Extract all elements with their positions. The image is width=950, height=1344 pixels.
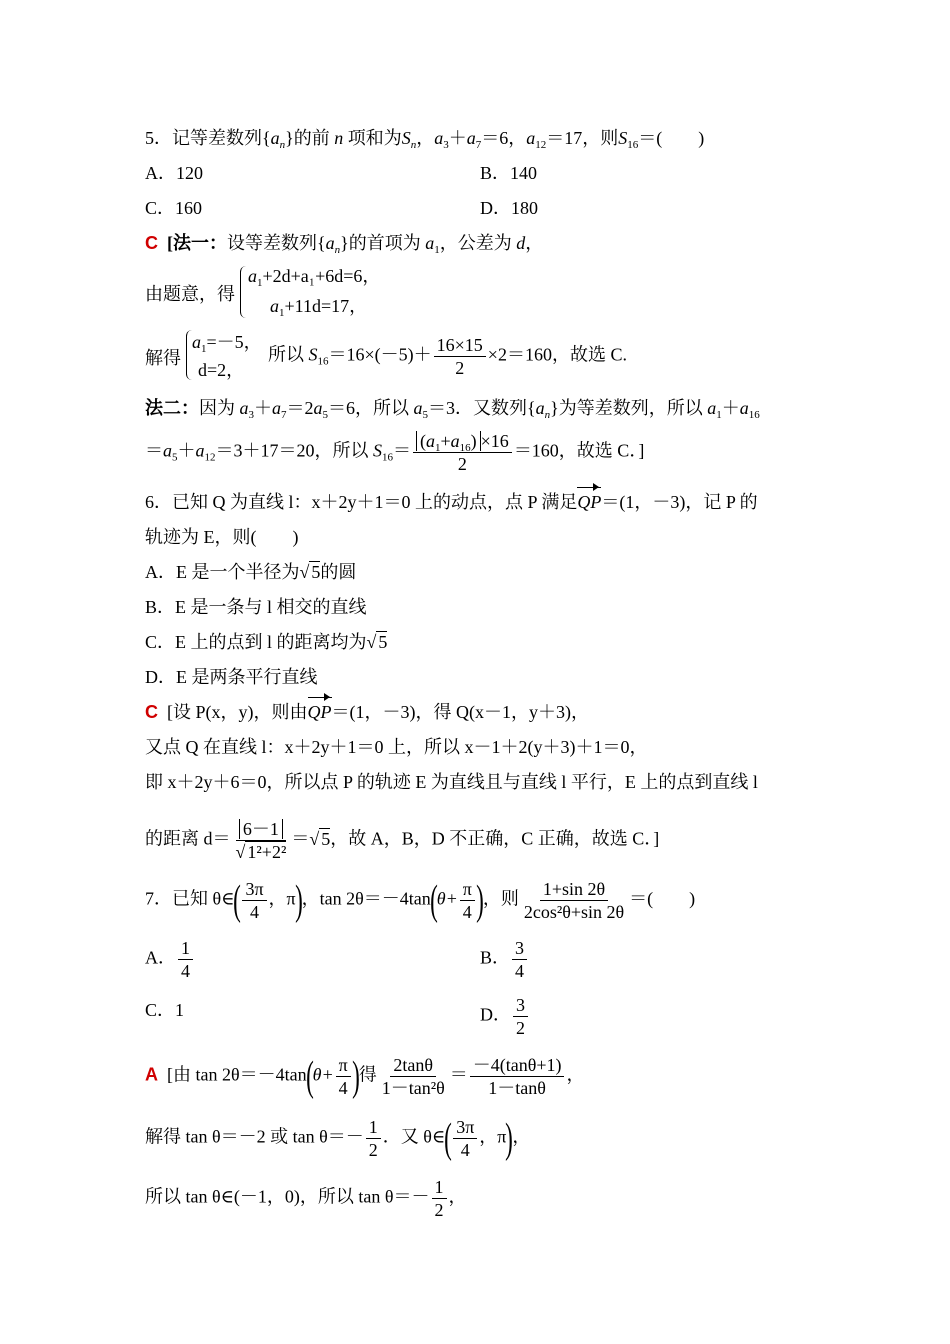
q6-sol-vector-qp: QP xyxy=(307,702,332,722)
q6-sol4-end: ，故 A，B，D 不正确，C 正确，故选 C．] xyxy=(330,828,660,849)
q5-method1-label: [法一： xyxy=(167,233,227,253)
q7-sol1-frac1 xyxy=(379,1054,448,1099)
q7-option-c[interactable]: C．1 xyxy=(145,1000,185,1020)
q7-optb-label: B． xyxy=(480,947,511,968)
q7-sol2-num: 1 xyxy=(366,1116,381,1139)
q6-opta-end: 的圆 xyxy=(320,562,357,582)
q6-solution-line1 xyxy=(145,700,589,724)
q6-dist-den: √ 1²+2² xyxy=(235,842,287,862)
q7-stem-then: ，则 xyxy=(482,888,519,909)
q5-frac-num: 16×15 xyxy=(434,334,486,357)
q7-stem-frac-den: 4 xyxy=(250,902,259,922)
q7-sol2-pi: ，π xyxy=(479,1126,507,1147)
q7-sol2-frac xyxy=(366,1116,381,1161)
q6-stem-line1 xyxy=(145,490,758,514)
q7-sol3-num: 1 xyxy=(432,1176,447,1199)
q5-m2-frac-den: 2 xyxy=(457,454,467,474)
q7-sol2-range-num: 3π xyxy=(453,1116,477,1139)
q7-sol1-pre: [由 tan 2θ＝－4tan xyxy=(167,1064,307,1085)
q5-m2-eq: ＝ xyxy=(145,440,163,461)
q5-method1-text4: ， xyxy=(525,233,544,253)
q5-method2-text: 因为 xyxy=(199,398,235,418)
q5-method1-text2: }的首项为 xyxy=(340,233,421,253)
q6-answer: C xyxy=(145,702,158,722)
q7-stem-frac-num: 3π xyxy=(242,878,266,901)
q7-solution-line1: A [由 tan 2θ＝－4tan(θ+ $\frac{\pi}{4}$ )得 $\frac{2\tan\theta}{\text{1－tan²θ}}$ ＝ $\frac{-4(\tan\theta+1)}{1-\tan\theta}$ ， xyxy=(145,1053,585,1100)
q6-optc-root: √ 5 xyxy=(366,632,388,652)
q6-sol4-pre: 的距离 d＝ xyxy=(145,828,231,849)
q7-optb-frac xyxy=(512,937,527,982)
q6-dist-result-radicand: 5 xyxy=(321,828,331,849)
q7-stem-frac xyxy=(242,878,266,923)
q7-option-b[interactable] xyxy=(480,937,529,982)
q6-stem-line2: 轨迹为 E，则( ) xyxy=(145,527,299,547)
q7-optd-den: 2 xyxy=(516,1018,525,1038)
q5-answer: C xyxy=(145,233,158,253)
q7-stem-den: 2cos²θ+sin 2θ xyxy=(523,902,625,922)
q6-opta-text: A．E 是一个半径为 xyxy=(145,562,300,582)
q7-sol1-pi-den: 4 xyxy=(338,1078,348,1098)
q7-sol1-got: 得 xyxy=(358,1064,377,1085)
q7-optb-den: 4 xyxy=(515,961,525,981)
q7-sol3-frac xyxy=(432,1176,447,1221)
q5-stem-text: 5．记等差数列{ xyxy=(145,128,271,148)
q7-stem-num: 1+sin 2θ xyxy=(540,878,608,901)
q7-sol1-gnum: －4(tanθ+1) xyxy=(470,1054,565,1077)
q7-sol3-end: ， xyxy=(448,1186,467,1207)
q7-sol3-den: 2 xyxy=(434,1200,444,1220)
q5-m2-fraction xyxy=(413,430,512,475)
q5-method1-text3: ，公差为 xyxy=(439,233,512,253)
q5-solved-eq1: $a_1=-5$， xyxy=(192,332,262,355)
q6-sol1-text: [设 P(x，y)，则由 xyxy=(167,702,308,722)
q5-stem: 5．记等差数列$\{a_n\}$的前 n 项和为$S_n$，$a_3+a_7=6$，$a_{12}=17$，则$S_{16}=$( ) xyxy=(145,128,705,151)
q6-solution-line2: 又点 Q 在直线 l：x＋2y＋1＝0 上，所以 x－1＋2(y＋3)＋1＝0， xyxy=(145,737,648,757)
q7-sol1-fnum: 2tanθ xyxy=(390,1054,436,1077)
q6-option-d[interactable]: D．E 是两条平行直线 xyxy=(145,667,318,687)
q5-solution-method1: C [法一：设等差数列$\{a_n\}$的首项为 $a_1$，公差为 d， xyxy=(145,233,544,256)
q6-option-c[interactable] xyxy=(145,630,387,654)
q6-solution-line4: 的距离 d＝ $\frac{6-1}{\text{√ 1²+2²}}$ ＝√ 5，故 A，B，D 不正确，C 正确，故选 C．] xyxy=(145,819,660,862)
q7-optd-frac xyxy=(513,994,528,1039)
q5-method2-t3: ＝6，所以 xyxy=(328,398,409,418)
q5-solved-label: 解得 xyxy=(145,348,181,368)
q5-m2-end: ＝160，故选 C．] xyxy=(513,440,645,461)
q7-stem: 7．已知 θ∈( $\frac{3\pi}{4}$ ，π)，tan 2θ＝－4tan(θ+ $\frac{\pi}{4}$ )，则 $\frac{1+\sin 2\theta}{\text{2cos²θ+sin 2θ}}$ ＝( ) xyxy=(145,877,696,924)
q6-distance-fraction xyxy=(233,818,290,863)
q6-option-b[interactable]: B．E 是一条与 l 相交的直线 xyxy=(145,597,367,617)
q7-sol2-pre: 解得 tan θ＝－2 或 tan θ＝－ xyxy=(145,1126,364,1147)
q5-given-label: 由题意，得 xyxy=(145,284,235,304)
q5-method2-label: 法二： xyxy=(145,398,199,418)
q6-optc-text: C．E 上的点到 l 的距离均为 xyxy=(145,632,367,652)
q7-sol2-range-frac xyxy=(453,1116,477,1161)
q5-stem-text4: ， xyxy=(416,128,435,148)
q6-dist-num-abs: 6－1 xyxy=(239,819,283,839)
q7-answer: A xyxy=(145,1064,158,1085)
q6-sol1-end: ＝(1，－3)，得 Q(x－1，y＋3)， xyxy=(331,702,589,722)
q7-sol1-gden: 1－tanθ xyxy=(488,1078,546,1098)
q6-opta-radicand: 5 xyxy=(311,562,321,582)
q5-stem-text6: ＝17，则 xyxy=(546,128,619,148)
q7-sol2-end: ， xyxy=(512,1126,531,1147)
q5-option-c[interactable]: C．160 xyxy=(145,198,203,218)
q7-opta-frac xyxy=(178,937,193,982)
q7-sol2-mid: ．又 θ∈ xyxy=(382,1126,446,1147)
q6-optc-radicand: 5 xyxy=(378,632,388,652)
q5-method1-text: 设等差数列{ xyxy=(227,233,326,253)
q7-sol1-inner: θ+ xyxy=(312,1064,334,1085)
q7-stem-inner: θ+ xyxy=(436,888,458,909)
q5-system-eq1: $a_1+2d+a_1+6d=6$， xyxy=(248,266,381,289)
q5-stem-text2: }的前 xyxy=(285,128,330,148)
q6-stem-text: 6．已知 Q 为直线 l：x＋2y＋1＝0 上的动点，点 P 满足 xyxy=(145,492,578,512)
q5-result: 所以 $S_{16}=16\times(-5)+$ $\frac{16\times 15}{2}$ ×2＝160，故选 C. xyxy=(268,335,627,378)
q6-solution-line3: 即 x＋2y＋6＝0，所以点 P 的轨迹 E 为直线且与直线 l 平行，E 上的点到直线 l xyxy=(145,772,758,792)
q7-sol1-fden: 1－tan²θ xyxy=(381,1078,445,1098)
q7-sol1-pi-num: π xyxy=(336,1054,351,1077)
q7-sol1-end: ， xyxy=(566,1064,585,1085)
q5-eq1-text: +2d+a₁+6d=6， xyxy=(262,266,381,286)
q5-solution-method2: 法二：因为 $a_3+a_7=2a_5=6$，所以 $a_5=3$．又数列$\{a_n\}$为等差数列，所以 $a_1+a_{16}$ xyxy=(145,398,760,421)
q6-opta-root: √ 5 xyxy=(299,562,321,582)
q7-stem-pi: ，π xyxy=(268,888,296,909)
q7-stem-pi-frac xyxy=(460,878,475,923)
q7-stem-main-frac xyxy=(521,878,627,923)
q5-method2-t2: ＝2 xyxy=(286,398,314,418)
q5-m2-text: ＝3＋17＝20，所以 xyxy=(215,440,369,461)
q5-result-pre: 所以 xyxy=(268,344,304,365)
q5-option-d[interactable]: D．180 xyxy=(480,198,538,218)
q6-vector-qp: QP xyxy=(577,492,602,512)
q7-option-d[interactable] xyxy=(480,994,530,1039)
q7-opta-den: 4 xyxy=(181,961,190,981)
q5-method2-line2: $=a_5+a_{12}=3+17=20$，所以 $S_{16}=$ $\frac{(a_1+a_{16}) \times 16}{2}$ ＝160，故选 C．] xyxy=(145,431,645,474)
q6-stem-end: ＝(1，－3)，记 P 的 xyxy=(601,492,758,512)
q5-method2-t4: ＝3．又数列{ xyxy=(428,398,536,418)
q5-result-mid: ＝16×(－5)＋ xyxy=(328,344,432,365)
q5-frac-den: 2 xyxy=(455,358,465,378)
q5-result-end: ×2＝160，故选 C. xyxy=(487,344,627,365)
q5-solved-eq2: d=2， xyxy=(198,360,245,380)
q7-stem-pi-den: 4 xyxy=(462,902,472,922)
q7-optd-num: 3 xyxy=(513,994,528,1017)
q7-sol1-frac2 xyxy=(470,1054,565,1099)
q5-stem-text5: ＝6， xyxy=(481,128,527,148)
q7-optd-label: D． xyxy=(480,1004,511,1025)
q7-stem-pre: 7．已知 θ∈ xyxy=(145,888,235,909)
q7-sol1-pi-frac xyxy=(336,1054,351,1099)
q7-stem-mid: ，tan 2θ＝－4tan xyxy=(301,888,431,909)
q7-solution-line3 xyxy=(145,1176,467,1221)
q7-sol1-eq: ＝ xyxy=(449,1064,468,1085)
q7-solution-line2: 解得 tan θ＝－2 或 tan θ＝－ $\frac{1}{2}$ ．又 θ∈( $\frac{3\pi}{4}$ ，π)， xyxy=(145,1115,531,1162)
q5-m2-frac-num: $(a_1+a_{16}) \times 16$ xyxy=(413,430,512,453)
q7-sol3-pre: 所以 tan θ∈(－1，0)，所以 tan θ＝－ xyxy=(145,1186,430,1207)
q5-s1-text: =－5， xyxy=(206,332,262,352)
q6-dist-den-radicand: 1²+2² xyxy=(247,842,287,862)
q5-method2-t5: }为等差数列，所以 xyxy=(550,398,703,418)
q7-stem-pi-num: π xyxy=(460,878,475,901)
q6-option-a[interactable] xyxy=(145,560,356,584)
q5-eq2-text: +11d=17， xyxy=(284,296,368,316)
q6-dist-result: √ 5 xyxy=(309,828,331,849)
q7-optb-num: 3 xyxy=(512,937,527,960)
q5-option-a[interactable]: A．120 xyxy=(145,163,203,183)
q6-dist-num xyxy=(236,818,286,841)
q7-option-a[interactable] xyxy=(145,937,195,982)
q5-stem-text3: 项和为 xyxy=(347,128,402,148)
q5-stem-end: ＝( ) xyxy=(638,128,705,148)
q7-sol2-range-den: 4 xyxy=(460,1140,470,1160)
q7-sol2-den: 2 xyxy=(368,1140,378,1160)
q7-opta-num: 1 xyxy=(178,937,193,960)
q7-stem-end: ＝( ) xyxy=(629,888,696,909)
q5-option-b[interactable]: B．140 xyxy=(480,163,538,183)
q5-system-eq2: $a_1+11d=17$， xyxy=(270,296,368,319)
q5-result-fraction xyxy=(434,334,486,379)
q7-opta-label: A． xyxy=(145,947,176,968)
q5-system-brace xyxy=(240,266,247,318)
